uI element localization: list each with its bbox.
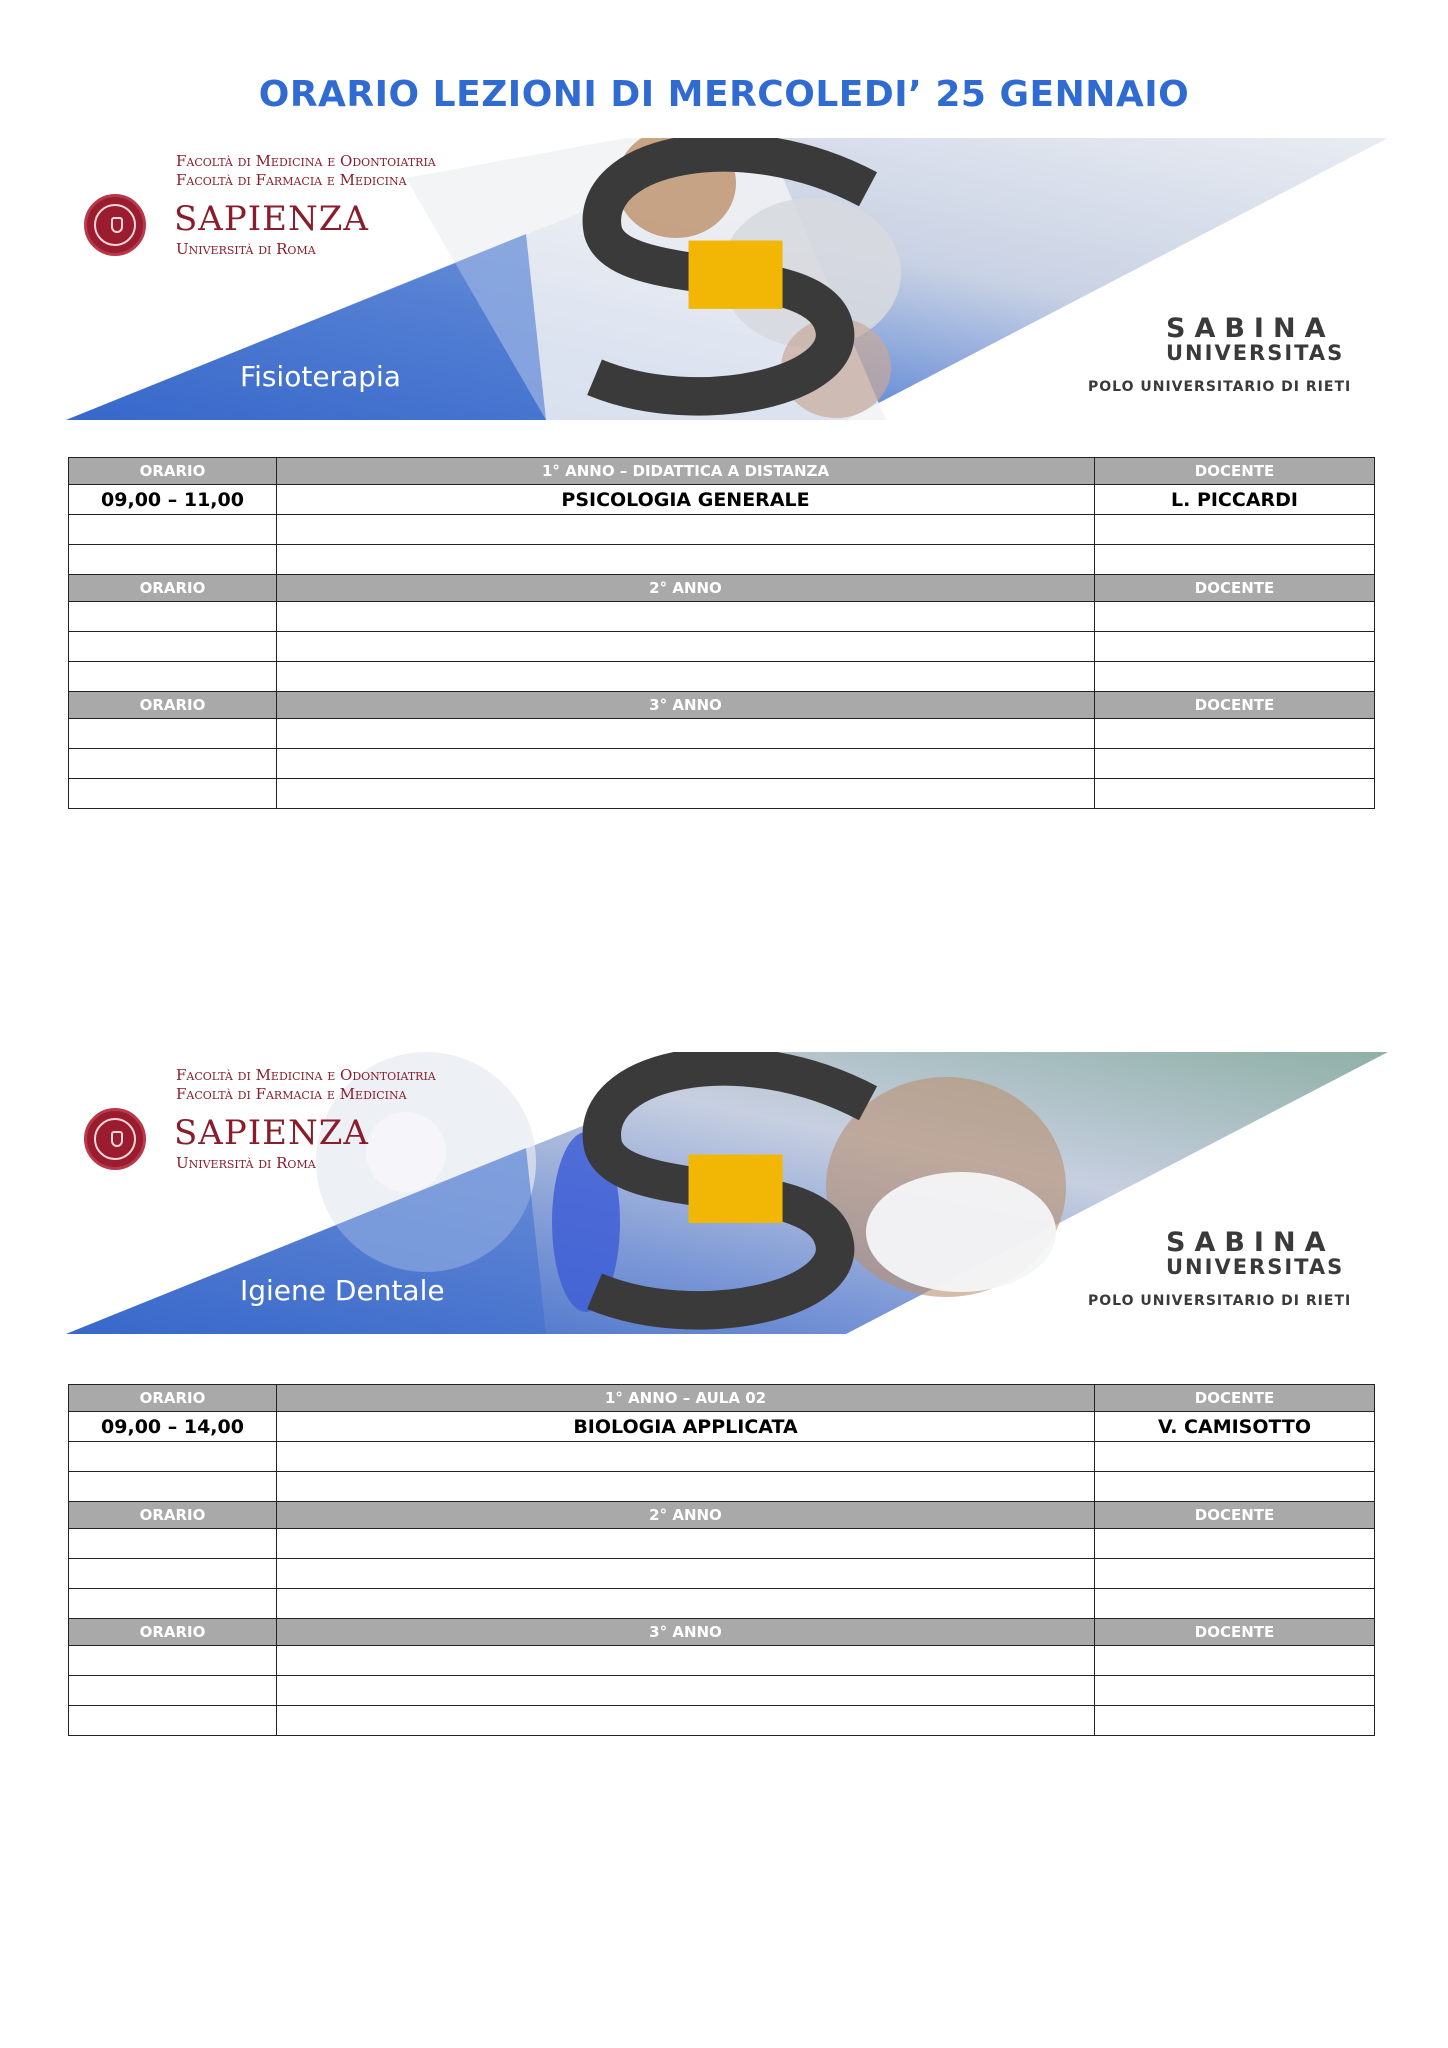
header-anno: 1° ANNO – DIDATTICA A DISTANZA bbox=[277, 458, 1095, 485]
table-row bbox=[69, 515, 1375, 545]
course-label: Fisioterapia bbox=[240, 360, 401, 393]
table-header-row bbox=[69, 575, 1375, 602]
header-anno: 2° ANNO bbox=[277, 575, 1095, 602]
table-row bbox=[69, 779, 1375, 809]
cell-materia bbox=[277, 1676, 1095, 1706]
table-row bbox=[69, 1646, 1375, 1676]
cell-materia bbox=[277, 1706, 1095, 1736]
cell-docente bbox=[1095, 1472, 1375, 1502]
cell-orario bbox=[69, 545, 277, 575]
cell-docente bbox=[1095, 662, 1375, 692]
table-header-row bbox=[69, 692, 1375, 719]
table-row bbox=[69, 1472, 1375, 1502]
header-anno: 3° ANNO bbox=[277, 692, 1095, 719]
header-docente: DOCENTE bbox=[1095, 458, 1375, 485]
cell-orario bbox=[69, 662, 277, 692]
polo-universitario: POLO UNIVERSITARIO DI RIETI bbox=[1088, 379, 1352, 395]
cell-docente bbox=[1095, 1442, 1375, 1472]
banner-fisioterapia bbox=[66, 138, 1388, 420]
header-docente: DOCENTE bbox=[1095, 692, 1375, 719]
faculty-line-1: Facoltà di Medicina e Odontoiatria bbox=[176, 1066, 436, 1084]
cell-docente bbox=[1095, 515, 1375, 545]
cell-orario bbox=[69, 1676, 277, 1706]
table-row bbox=[69, 1529, 1375, 1559]
header-orario: ORARIO bbox=[69, 575, 277, 602]
cell-orario bbox=[69, 749, 277, 779]
cell-materia bbox=[277, 1442, 1095, 1472]
table-row bbox=[69, 1559, 1375, 1589]
table-row bbox=[69, 632, 1375, 662]
cell-docente: V. CAMISOTTO bbox=[1095, 1412, 1375, 1442]
cell-docente bbox=[1095, 1646, 1375, 1676]
cell-docente: L. PICCARDI bbox=[1095, 485, 1375, 515]
table-row bbox=[69, 662, 1375, 692]
table-row bbox=[69, 749, 1375, 779]
cell-docente bbox=[1095, 1589, 1375, 1619]
cell-orario bbox=[69, 632, 277, 662]
header-docente: DOCENTE bbox=[1095, 1385, 1375, 1412]
header-docente: DOCENTE bbox=[1095, 1502, 1375, 1529]
cell-orario: 09,00 – 14,00 bbox=[69, 1412, 277, 1442]
sabina-book-logo-icon bbox=[66, 1052, 1388, 1334]
cell-materia bbox=[277, 779, 1095, 809]
cell-docente bbox=[1095, 779, 1375, 809]
cell-materia: BIOLOGIA APPLICATA bbox=[277, 1412, 1095, 1442]
universita-di-roma: Università di Roma bbox=[176, 240, 316, 258]
table-header-row bbox=[69, 1385, 1375, 1412]
header-docente: DOCENTE bbox=[1095, 1619, 1375, 1646]
page-title: ORARIO LEZIONI DI MERCOLEDI’ 25 GENNAIO bbox=[258, 74, 1190, 115]
faculty-line-2: Facoltà di Farmacia e Medicina bbox=[176, 171, 407, 189]
cell-docente bbox=[1095, 545, 1375, 575]
cell-docente bbox=[1095, 602, 1375, 632]
cell-materia bbox=[277, 1472, 1095, 1502]
table-row bbox=[69, 1442, 1375, 1472]
cell-docente bbox=[1095, 1676, 1375, 1706]
sapienza-wordmark: SAPIENZA bbox=[174, 1113, 369, 1153]
header-docente: DOCENTE bbox=[1095, 575, 1375, 602]
sabina-universitas: UNIVERSITAS bbox=[1166, 1255, 1345, 1279]
sapienza-wordmark: SAPIENZA bbox=[174, 199, 369, 239]
cell-materia bbox=[277, 515, 1095, 545]
header-anno: 1° ANNO – AULA 02 bbox=[277, 1385, 1095, 1412]
cell-orario bbox=[69, 1646, 277, 1676]
cell-materia bbox=[277, 1559, 1095, 1589]
schedule-table-fisioterapia bbox=[68, 457, 1375, 809]
header-orario: ORARIO bbox=[69, 1385, 277, 1412]
table-row bbox=[69, 1412, 1375, 1442]
cell-materia bbox=[277, 1646, 1095, 1676]
header-orario: ORARIO bbox=[69, 1619, 277, 1646]
table-header-row bbox=[69, 458, 1375, 485]
cell-orario bbox=[69, 515, 277, 545]
table-row bbox=[69, 545, 1375, 575]
cell-orario bbox=[69, 1442, 277, 1472]
cell-orario bbox=[69, 1529, 277, 1559]
cell-orario bbox=[69, 1559, 277, 1589]
sabina-universitas: UNIVERSITAS bbox=[1166, 341, 1345, 365]
cell-docente bbox=[1095, 632, 1375, 662]
polo-universitario: POLO UNIVERSITARIO DI RIETI bbox=[1088, 1293, 1352, 1309]
cell-materia bbox=[277, 632, 1095, 662]
faculty-line-1: Facoltà di Medicina e Odontoiatria bbox=[176, 152, 436, 170]
sabina-book-logo-icon bbox=[66, 138, 1388, 420]
cell-orario bbox=[69, 602, 277, 632]
table-row bbox=[69, 719, 1375, 749]
cell-orario bbox=[69, 719, 277, 749]
cell-docente bbox=[1095, 749, 1375, 779]
course-label: Igiene Dentale bbox=[240, 1274, 445, 1307]
cell-docente bbox=[1095, 1706, 1375, 1736]
header-orario: ORARIO bbox=[69, 458, 277, 485]
cell-materia bbox=[277, 719, 1095, 749]
header-orario: ORARIO bbox=[69, 692, 277, 719]
header-anno: 2° ANNO bbox=[277, 1502, 1095, 1529]
faculty-line-2: Facoltà di Farmacia e Medicina bbox=[176, 1085, 407, 1103]
table-header-row bbox=[69, 1619, 1375, 1646]
cell-orario bbox=[69, 779, 277, 809]
cell-docente bbox=[1095, 1529, 1375, 1559]
sabina-name: SABINA bbox=[1166, 1227, 1335, 1258]
cell-materia: PSICOLOGIA GENERALE bbox=[277, 485, 1095, 515]
cell-docente bbox=[1095, 1559, 1375, 1589]
cell-materia bbox=[277, 662, 1095, 692]
table-row bbox=[69, 485, 1375, 515]
cell-materia bbox=[277, 602, 1095, 632]
table-row bbox=[69, 1676, 1375, 1706]
header-orario: ORARIO bbox=[69, 1502, 277, 1529]
header-anno: 3° ANNO bbox=[277, 1619, 1095, 1646]
cell-materia bbox=[277, 1529, 1095, 1559]
cell-orario: 09,00 – 11,00 bbox=[69, 485, 277, 515]
sabina-name: SABINA bbox=[1166, 313, 1335, 344]
cell-orario bbox=[69, 1589, 277, 1619]
table-row bbox=[69, 1706, 1375, 1736]
cell-orario bbox=[69, 1706, 277, 1736]
cell-docente bbox=[1095, 719, 1375, 749]
cell-materia bbox=[277, 749, 1095, 779]
cell-materia bbox=[277, 545, 1095, 575]
table-header-row bbox=[69, 1502, 1375, 1529]
cell-orario bbox=[69, 1472, 277, 1502]
cell-materia bbox=[277, 1589, 1095, 1619]
schedule-table-igiene-dentale bbox=[68, 1384, 1375, 1736]
table-row bbox=[69, 1589, 1375, 1619]
universita-di-roma: Università di Roma bbox=[176, 1154, 316, 1172]
table-row bbox=[69, 602, 1375, 632]
banner-igiene-dentale bbox=[66, 1052, 1388, 1334]
